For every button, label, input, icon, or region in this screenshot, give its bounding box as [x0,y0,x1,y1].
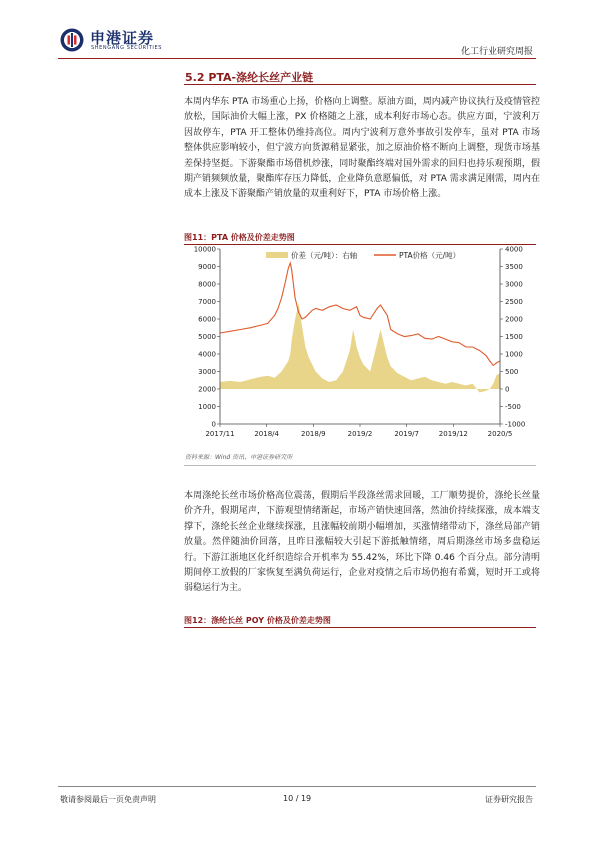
body-paragraph-polyester: 本周涤纶长丝市场价格高位震荡，假期后半段涤丝需求回暖，工厂顺势提价，涤纶长丝量价齐升，假期尾声，下游观望情绪渐起，市场产销快速回落，然油价持续探涨，成本端支撑下，涤纶长丝企业继续探涨，且涨幅较前期小幅增加，买涨情绪带动下，涤丝局部产销放量。然伴随油价回落，且昨日涨幅较大引起下游抵触情绪，周后期涤丝市场多盘稳运行。下游江浙地区化纤织造综合开机率为 55.42%，环比下降 0.46 个百分点。部分清明期间停工放假的厂家恢复至满负荷运行，企业对疫情之后市场仍抱有希冀，短时开工或将弱稳运行为主。 [184,491,540,594]
y-left-tick-label: 0 [211,420,216,429]
y-right-tick-label: 3000 [505,280,523,289]
figure-11-title: 图11：PTA 价格及价差走势图 [184,233,295,242]
y-right-tick-label: 500 [505,368,519,376]
logo-brand-english: SHENGANG SECURITIES [91,45,163,51]
shengang-logo-icon [60,28,84,52]
y-right-tick-label: 1000 [505,350,523,359]
y-left-tick-label: 9000 [198,263,216,271]
section-title: 5.2 PTA-涤纶长丝产业链 [185,71,314,84]
y-right-tick-label: 3500 [505,263,523,271]
body-paragraph-pta: 本周内华东 PTA 市场重心上扬，价格向上调整。原油方面，周内减产协议执行及疫情管控放松，国际油价大幅上涨，PX 价格随之上涨，成本利好市场心态。供应方面，宁波利万因故停车，PTA 开工整体仍维持高位。周内宁波利万意外事故引发停车，虽对 PTA 市场整体供应影响较小，但宁波方向货源稍显紧张，加之原油价格不断向上调整，现货市场基差保持坚挺。下游聚酯市场借机炒涨，同时聚酯终端对国外需求的回归也持乐观预期，假期产销频频放量，聚酯库存压力降低，企业降负意愿偏低，对 PTA 需求满足刚需，周内在成本上涨及下游聚酯产销放量的双重利好下，PTA 市场价格上涨。 [184,97,540,200]
section-title-underline [184,84,536,85]
x-tick-label: 2019/12 [438,430,468,438]
y-right-tick-label: 0 [505,385,510,394]
y-left-tick-label: 2000 [198,385,216,394]
x-tick-label: 2018/4 [254,430,279,438]
x-tick-label: 2020/5 [487,430,513,438]
logo-brand-name: 申港证券 [90,29,155,47]
legend-label-price: PTA价格（元/吨） [399,251,461,260]
pta-price-spread-chart [184,246,536,442]
y-right-tick-label: 2500 [505,298,523,306]
report-type-label: 化工行业研究周报 [460,47,533,57]
figure-12-title-rule [184,627,536,628]
figure-11-title-rule [184,244,536,245]
y-left-tick-label: 4000 [198,350,216,359]
spread-area-series [220,303,500,392]
y-right-tick-label: -1000 [505,420,526,429]
pta-price-line-series [220,263,500,365]
y-left-tick-label: 3000 [198,368,216,376]
y-left-tick-label: 1000 [198,403,216,411]
y-left-tick-label: 8000 [198,280,216,289]
footer-report-label: 证券研究报告 [485,795,533,804]
footer-divider [58,786,536,787]
y-right-tick-label: 4000 [505,246,523,254]
y-left-tick-label: 5000 [198,333,216,341]
y-right-tick-label: 1500 [505,333,523,341]
x-tick-label: 2019/7 [394,430,419,438]
y-left-tick-label: 10000 [193,246,216,254]
page-number: 10 / 19 [283,794,312,803]
legend-label-spread: 价差（元/吨）：右轴 [291,251,358,260]
x-tick-label: 2018/9 [301,430,326,438]
figure-12-title: 图12：涤纶长丝 POY 价格及价差走势图 [184,616,331,625]
y-left-tick-label: 6000 [198,315,216,324]
legend-swatch-spread [266,252,288,258]
y-right-tick-label: 2000 [505,315,523,324]
footer-disclaimer: 敬请参阅最后一页免责声明 [60,795,156,804]
y-left-tick-label: 7000 [198,298,216,306]
figure-11-source: 资料来源：Wind 资讯、申港证券研究所 [185,454,293,461]
y-right-tick-label: -500 [505,403,521,411]
x-tick-label: 2019/2 [347,430,373,438]
x-tick-label: 2017/11 [205,430,235,438]
figure-11-source-rule [184,465,536,466]
header-divider [58,58,536,59]
